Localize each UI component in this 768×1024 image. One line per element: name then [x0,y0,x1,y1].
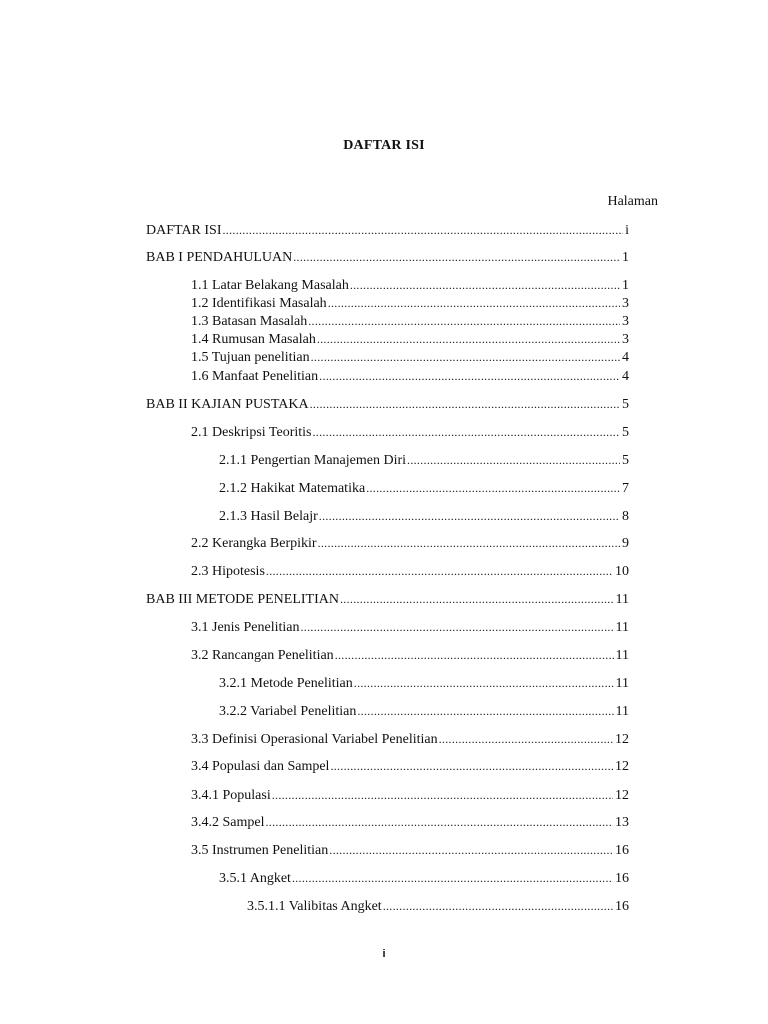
toc-leader-dots [329,841,613,860]
toc-entry-page: 12 [615,759,629,774]
toc-entry-label: 1.4 Rumusan Masalah [191,332,316,347]
toc-leader-dots [350,276,620,295]
toc-entry [191,294,629,313]
toc-entry-label: BAB I PENDAHULUAN [146,250,293,265]
toc-entry-page: 11 [615,704,629,719]
toc-entry-label: 3.5 Instrumen Penelitian [191,843,329,858]
toc-leader-dots [357,702,613,721]
toc-entry [191,813,629,832]
toc-entry [191,730,629,749]
toc-entry-page: 4 [622,369,629,384]
toc-entry [191,786,629,805]
toc-entry [191,312,629,331]
toc-leader-dots [366,479,620,498]
toc-entry-label: 3.4.1 Populasi [191,788,271,803]
toc-entry [219,507,629,526]
toc-entry-page: 5 [622,397,629,412]
toc-entry-page: 11 [615,648,629,663]
toc-leader-dots [407,451,620,470]
toc-entry-label: 2.1.3 Hasil Belajr [219,509,318,524]
toc-leader-dots [335,646,614,665]
toc-entry-label: 1.5 Tujuan penelitian [191,350,310,365]
toc-entry [191,562,629,581]
toc-entry-label: 2.1 Deskripsi Teoritis [191,425,312,440]
toc-entry-page: 1 [622,250,629,265]
toc-entry-page: i [625,223,629,238]
toc-entry [191,423,629,442]
toc-entry-label: 3.2.2 Variabel Penelitian [219,704,357,719]
toc-entry [191,330,629,349]
toc-leader-dots [308,312,620,331]
toc-entry-label: BAB III METODE PENELITIAN [146,592,339,607]
toc-leader-dots [319,507,620,526]
toc-entry [191,618,629,637]
toc-entry [146,221,629,240]
toc-entry-page: 7 [622,481,629,496]
toc-entry-label: 2.1.2 Hakikat Matematika [219,481,366,496]
toc-entry-label: 2.3 Hipotesis [191,564,265,579]
toc-entry-label: 3.3 Definisi Operasional Variabel Penelitian [191,732,438,747]
toc-entry-label: 3.5.1 Angket [219,871,291,886]
toc-entry [191,348,629,367]
toc-entry-label: 1.3 Batasan Masalah [191,314,308,329]
toc-entry [219,451,629,470]
toc-entry-page: 3 [622,332,629,347]
toc-entry [219,674,629,693]
toc-entry-page: 12 [615,732,629,747]
toc-leader-dots [310,395,620,414]
toc-entry-page: 1 [622,278,629,293]
toc-entry-label: 3.1 Jenis Penelitian [191,620,300,635]
toc-entry-label: 3.4.2 Sampel [191,815,265,830]
toc-entry-label: 2.1.1 Pengertian Manajemen Diri [219,453,407,468]
toc-entry-page: 16 [615,843,629,858]
toc-leader-dots [318,534,620,553]
toc-leader-dots [317,330,620,349]
toc-entry-label: 2.2 Kerangka Berpikir [191,536,317,551]
toc-entry-page: 3 [622,314,629,329]
toc-entry [146,395,629,414]
toc-entry-page: 11 [615,592,629,607]
toc-leader-dots [354,674,614,693]
toc-leader-dots [266,562,613,581]
toc-entry-label: 3.4 Populasi dan Sampel [191,759,330,774]
toc-entry [191,646,629,665]
toc-entry-label: 1.1 Latar Belakang Masalah [191,278,349,293]
toc-entry-page: 16 [615,899,629,914]
toc-leader-dots [319,367,620,386]
toc-leader-dots [266,813,614,832]
toc-entry [191,757,629,776]
toc-leader-dots [383,897,613,916]
page-column-header: Halaman [607,194,658,209]
toc-entry [219,869,629,888]
toc-entry [191,841,629,860]
toc-entry-page: 8 [622,509,629,524]
toc-entry [146,248,629,267]
toc-leader-dots [340,590,614,609]
toc-entry-page: 3 [622,296,629,311]
toc-leader-dots [301,618,614,637]
toc-entry-label: 1.2 Identifikasi Masalah [191,296,327,311]
toc-entry-label: 3.5.1.1 Valibitas Angket [247,899,382,914]
toc-leader-dots [330,757,613,776]
toc-entry-page: 10 [615,564,629,579]
toc-entry-label: BAB II KAJIAN PUSTAKA [146,397,309,412]
toc-entry [191,276,629,295]
toc-leader-dots [328,294,620,313]
toc-entry [191,534,629,553]
toc-entry-page: 11 [615,620,629,635]
toc-leader-dots [439,730,613,749]
toc-leader-dots [292,869,613,888]
toc-leader-dots [311,348,620,367]
toc-entry [146,590,629,609]
toc-leader-dots [223,221,624,240]
toc-entry-page: 5 [622,425,629,440]
toc-entry-page: 4 [622,350,629,365]
toc-entry-label: 3.2.1 Metode Penelitian [219,676,353,691]
toc-entry-page: 9 [622,536,629,551]
toc-entry-label: DAFTAR ISI [146,223,222,238]
toc-entry [219,702,629,721]
toc-entry [247,897,629,916]
toc-entry-page: 16 [615,871,629,886]
toc-entry-page: 12 [615,788,629,803]
toc-entry [219,479,629,498]
toc-entry-page: 5 [622,453,629,468]
toc-entry [191,367,629,386]
page-title: DAFTAR ISI [343,138,425,153]
footer-page-number: i [382,948,386,960]
toc-leader-dots [272,786,613,805]
toc-entry-label: 1.6 Manfaat Penelitian [191,369,319,384]
toc-entry-page: 11 [615,676,629,691]
toc-leader-dots [312,423,620,442]
toc-leader-dots [293,248,620,267]
toc-entry-page: 13 [615,815,629,830]
toc-entry-label: 3.2 Rancangan Penelitian [191,648,334,663]
